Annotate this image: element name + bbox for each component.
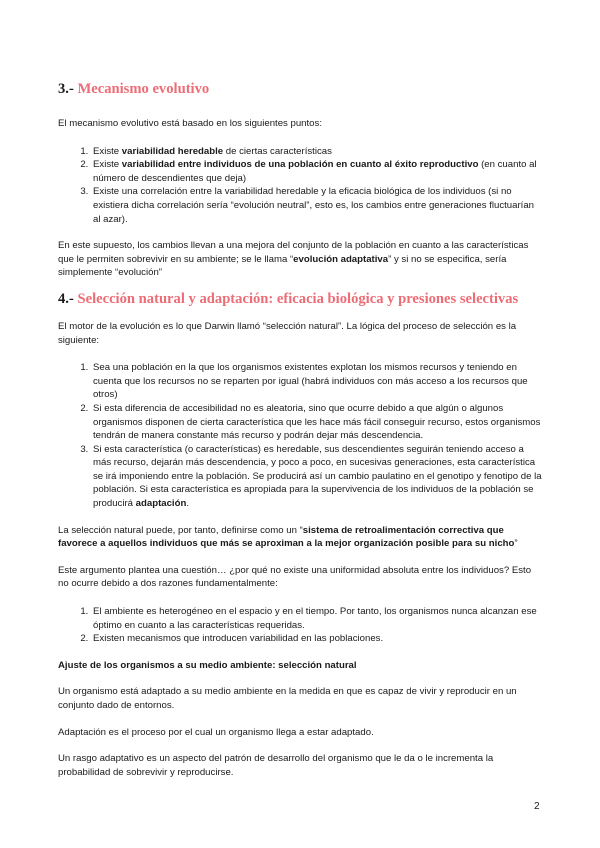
section-4-heading <box>58 290 544 308</box>
paragraph: Un organismo está adaptado a su medio ambiente en la medida en que es capaz de vivir y reproducir en un conjunto dado de entornos. <box>58 686 517 711</box>
list-item: 2. Existen mecanismos que introducen variabilidad en las poblaciones. <box>91 632 544 646</box>
section-4-title: Selección natural y adaptación: eficacia biológica y presiones selectivas <box>77 290 519 307</box>
list-item: 2. Existe variabilidad entre individuos de una población en cuanto al éxito reproductivo (en cuanto al número de descendientes que deja) <box>91 158 544 185</box>
section-3-title: Mecanismo evolutivo <box>77 81 210 97</box>
section-3-intro: El mecanismo evolutivo está basado en los siguientes puntos: <box>58 118 322 129</box>
section-3-list <box>58 145 544 227</box>
section-3-number: 3.- <box>58 81 74 97</box>
paragraph: Un rasgo adaptativo es un aspecto del patrón de desarrollo del organismo que le da o le incrementa la probabilidad de sobrevivir y reproducirse. <box>58 753 494 778</box>
section-4-intro: El motor de la evolución es lo que Darwin llamó “selección natural”. La lógica del proceso de selección es la siguiente: <box>58 320 517 346</box>
section-3-conclusion: En este supuesto, los cambios llevan a una mejora del conjunto de la población en cuanto a las características que le permiten sobrevivir en su ambiente; se le llama “evolución adaptativa” y si no se especifica, sería simplemente “evolución” <box>58 240 529 279</box>
list-item: 1. Existe variabilidad heredable de ciertas características <box>91 145 544 159</box>
list-item: 1. Sea una población en la que los organismos existentes explotan los mismos recursos y teniendo en cuenta que los recursos no se reparten por igual (habrá individuos con más acceso a los recursos que otros) <box>91 361 544 402</box>
list-item: 1. El ambiente es heterogéneo en el espacio y en el tiempo. Por tanto, los organismos nunca alcanzan ese óptimo en cuanto a las características requeridas. <box>91 605 544 632</box>
uniformity-question: Este argumento plantea una cuestión… ¿por qué no existe una uniformidad absoluta entre los individuos? Esto no ocurre debido a dos razones fundamentalmente: <box>58 564 532 590</box>
paragraph: Adaptación es el proceso por el cual un organismo llega a estar adaptado. <box>58 726 374 738</box>
list-item: 3. Si esta característica (o características) es heredable, sus descendientes seguirán teniendo acceso a más recurso, dejarán más descendencia, y poco a poco, en sucesivas generaciones, esta característica se irá imponiendo entre la población. Se producirá así un cambio paulatino en el genotipo y fenotipo de la población. Si esta característica es apropiada para la supervivencia de los individuos de la población se producirá adaptación. <box>91 443 544 511</box>
section-3-heading <box>58 80 544 98</box>
section-4-number: 4.- <box>58 290 74 307</box>
list-item: 3. Existe una correlación entre la variabilidad heredable y la eficacia biológica de los individuos (si no existiera dicha correlación sería “evolución neutral”, esto es, los cambios entre generaciones fluctuarían al azar). <box>91 185 544 226</box>
document-page <box>58 80 544 779</box>
subheading: Ajuste de los organismos a su medio ambiente: selección natural <box>58 659 357 671</box>
reasons-list <box>58 605 544 646</box>
page-number: 2 <box>534 801 540 812</box>
selection-definition: La selección natural puede, por tanto, definirse como un “sistema de retroalimentación correctiva que favorece a aquellos individuos que más se aproximan a la mejor organización posible para su nicho” <box>58 524 518 550</box>
section-4-list <box>58 361 544 511</box>
list-item: 2. Si esta diferencia de accesibilidad no es aleatoria, sino que ocurre debido a que algún o algunos organismos disponen de cierta característica que les hace más fácil conseguir recurso, estos organismos tendrán de manera constante más recurso y podrán dejar más descendencia. <box>91 402 544 443</box>
